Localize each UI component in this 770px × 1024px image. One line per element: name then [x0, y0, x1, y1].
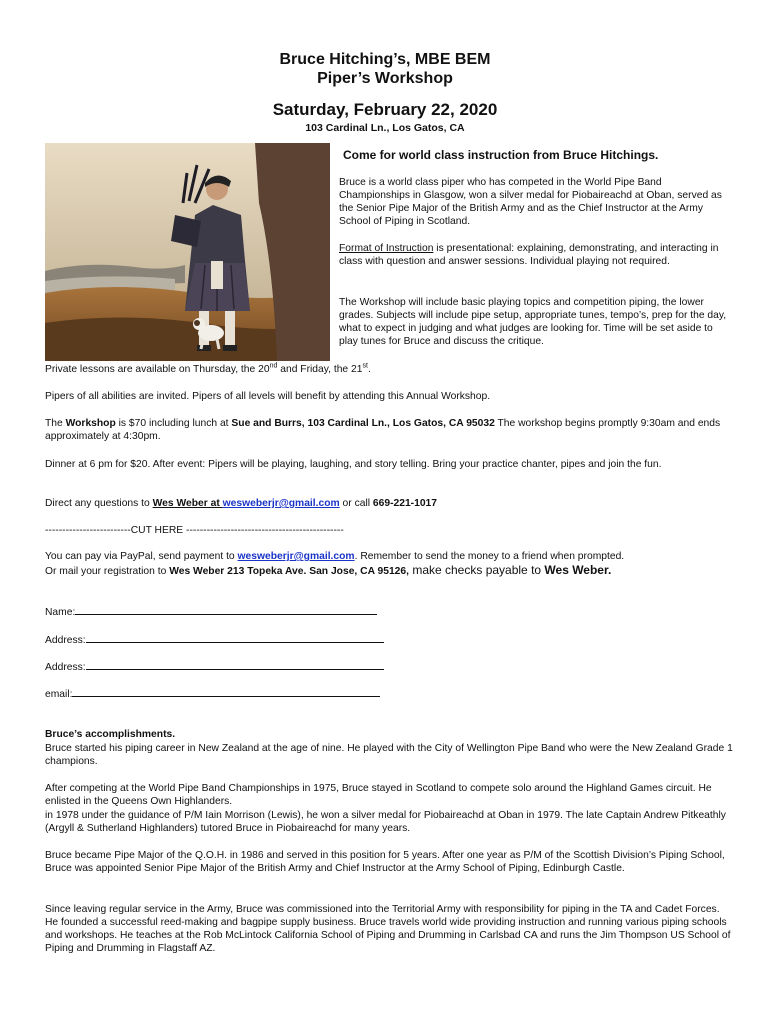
mail-address: Wes Weber 213 Topeka Ave. San Jose, CA 95126, [169, 566, 409, 577]
accomplishments-paragraph-3: in 1978 under the guidance of P/M Iain Morrison (Lewis), he won a silver medal for Piobaireachd at Oban in 1979. The late Captain Andrew Pitkeathly (Argyll & Sutherland Highlanders) tutored Bruce in Piobaireachd for many years. [45, 810, 726, 834]
cost-post: The workshop begins promptly 9:30am and ends approximately at 4:30pm. [45, 418, 721, 442]
piper-photo [45, 143, 330, 361]
paypal-email-link[interactable]: wesweberjr@gmail.com [237, 551, 355, 562]
private-lessons-end: . [367, 364, 371, 375]
contact-mid: or call [339, 498, 373, 509]
address-field-line-1[interactable] [86, 632, 384, 643]
cut-here-divider: -------------------------CUT HERE ---------------------------------------------- [45, 525, 344, 536]
payment-paragraph [45, 550, 735, 563]
address-field-line-2[interactable] [86, 659, 384, 670]
bio-paragraph: Bruce is a world class piper who has competed in the World Pipe Band Championships in Glasgow, won a silver medal for Piobaireachd at Oban, served as the Senior Pipe Major of the British Army and as the Chief Instructor at the Army School of Piping in Scotland. [339, 177, 722, 227]
accomplishments-paragraph-4: Bruce became Pipe Major of the Q.O.H. in 1986 and served in this position for 5 years. After one year as P/M of the Scottish Division’s Piping School, Bruce was appointed Senior Pipe Major of the British Army and Chief Instructor at the Army School of Piping, Edinburgh Castle. [45, 850, 725, 874]
ordinal-suffix: nd [269, 362, 278, 370]
address-field-label-2: Address: [45, 662, 86, 673]
format-paragraph [339, 242, 729, 268]
private-lessons-text-2: and Friday, the 21 [277, 364, 363, 375]
cost-pre: The [45, 418, 66, 429]
workshop-paragraph: The Workshop will include basic playing topics and competition piping, the lower grades. Subjects will include pipe setup, appropriate tunes, tempo’s, prep for the day, what to expect in judging and what judges are looking for. Time will be set aside to play tunes for Bruce and discuss the critique. [339, 297, 727, 347]
cost-paragraph [45, 417, 735, 443]
cost-mid: is $70 including lunch at [115, 418, 232, 429]
contact-name: Wes Weber at [152, 498, 223, 509]
email-field-row[interactable] [45, 686, 735, 701]
piper-photo-illustration [45, 143, 330, 361]
mail-pre: Or mail your registration to [45, 566, 170, 577]
accomplishments-heading: Bruce’s accomplishments. [45, 729, 176, 740]
payment-pre: You can pay via PayPal, send payment to [45, 551, 238, 562]
contact-paragraph [45, 497, 735, 510]
event-address: 103 Cardinal Ln., Los Gatos, CA [305, 122, 465, 134]
private-lessons [45, 363, 735, 376]
format-label: Format of Instruction [339, 243, 434, 254]
abilities-paragraph: Pipers of all abilities are invited. Pipers of all levels will benefit by attending this Annual Workshop. [45, 391, 491, 402]
ordinal-suffix-2: st [362, 362, 368, 370]
private-lessons-text: Private lessons are available on Thursday, the 20 [45, 364, 270, 375]
title-line-2: Piper’s Workshop [317, 70, 453, 87]
title-line-1: Bruce Hitching’s, MBE BEM [279, 51, 491, 68]
cost-label: Workshop [65, 418, 116, 429]
address-field-row-2[interactable] [45, 659, 735, 674]
payment-post: . Remember to send the money to a friend when prompted. [354, 551, 625, 562]
email-field-label: email: [45, 689, 73, 700]
mail-paragraph [45, 564, 735, 578]
venue-address: Sue and Burrs, 103 Cardinal Ln., Los Gatos, CA 95032 [231, 418, 495, 429]
name-field-row[interactable] [45, 604, 735, 619]
contact-phone: 669-221-1017 [372, 498, 438, 509]
format-text: is presentational: explaining, demonstrating, and interacting in class with question and answer sessions. Individual playing not required. [339, 243, 719, 267]
payee-name: Wes Weber. [544, 563, 612, 577]
address-field-label-1: Address: [45, 635, 86, 646]
contact-pre: Direct any questions to [45, 498, 153, 509]
accomplishments-paragraph-2: After competing at the World Pipe Band Championships in 1975, Bruce stayed in Scotland to compete solo around the Highland Games circuit. He enlisted in the Queens Own Highlanders. [45, 783, 712, 807]
event-date: Saturday, February 22, 2020 [272, 100, 498, 119]
accomplishments-paragraph-5: Since leaving regular service in the Army, Bruce was commissioned into the Territorial Army with responsibility for piping in the TA and Cadet Forces. He founded a successful reed-making and bagpipe supply business. Bruce travels world wide providing instruction and running various piping schools and workshops. He teaches at the Rob McLintock California School of Piping and Drumming in Carlsbad CA and runs the Jim Thompson US School of Piping and Drumming in Flagstaff AZ. [45, 904, 731, 954]
name-field-label: Name: [45, 607, 76, 618]
contact-email-link[interactable]: wesweberjr@gmail.com [222, 498, 340, 509]
dinner-paragraph: Dinner at 6 pm for $20. After event: Pipers will be playing, laughing, and story telling. Bring your practice chanter, pipes and join the fun. [45, 459, 662, 470]
accomplishments-paragraph-1: Bruce started his piping career in New Zealand at the age of nine. He played with the City of Wellington Pipe Band who were the New Zealand Grade 1 champions. [45, 743, 733, 767]
intro-heading: Come for world class instruction from Bruce Hitchings. [343, 148, 659, 162]
checks-text: make checks payable to [409, 563, 545, 577]
email-field-line[interactable] [72, 686, 380, 697]
name-field-line[interactable] [75, 604, 377, 615]
address-field-row-1[interactable] [45, 632, 735, 647]
